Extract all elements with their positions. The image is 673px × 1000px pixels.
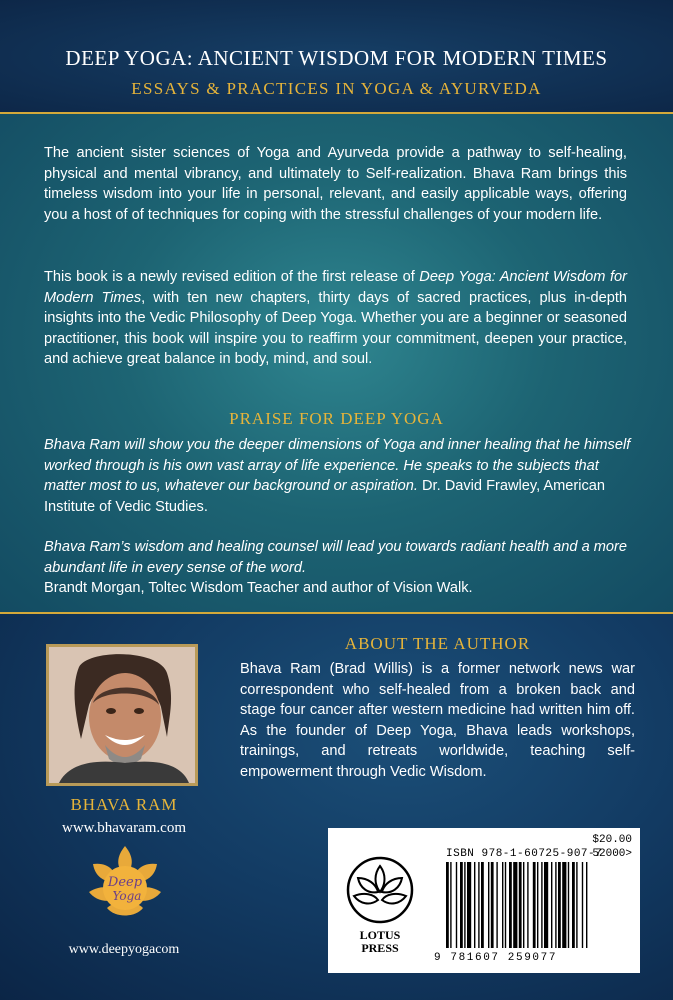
barcode-bar [509, 862, 512, 948]
barcode-bar [456, 862, 457, 948]
publisher-logo [342, 852, 418, 960]
barcode-bar [572, 862, 575, 948]
book-subtitle: ESSAYS & PRACTICES IN YOGA & AYURVEDA [131, 79, 542, 98]
barcode-bar [467, 862, 471, 948]
logo-text-deep: Deep [107, 875, 143, 890]
barcode-bar [488, 862, 489, 948]
author-name: BHAVA RAM [70, 795, 178, 814]
barcode-bar [576, 862, 577, 948]
barcode-bar [446, 862, 449, 948]
praise-heading: PRAISE FOR DEEP YOGA [229, 409, 444, 428]
barcode-bar [450, 862, 451, 948]
praise-quote-2 [44, 537, 634, 599]
logo-text-yoga: Yoga [112, 889, 142, 903]
about-heading: ABOUT THE AUTHOR [344, 634, 531, 653]
price-label: $20.00 [592, 834, 632, 846]
barcode-bar [519, 862, 522, 948]
barcode-bar [481, 862, 484, 948]
lotus-press-icon [342, 852, 418, 924]
description-text: This book is a newly revised edition of the first release of [44, 269, 420, 285]
barcode-bar [568, 862, 569, 948]
barcode-bar [558, 862, 561, 948]
publisher-name-line1: LOTUS [359, 928, 401, 942]
description-paragraph-2 [44, 267, 627, 370]
description-text-rest: , with ten new chapters, thirty days of sacred practices, plus in-depth insights into the Vedic Philosophy of Deep Yoga. Whether you are a beginner or seasoned practitioner, this book will inspire you to reaffirm your commitment, deepen your practice, and achieve great balance in body, mind, and soul. [44, 289, 627, 367]
barcode-bar [586, 862, 587, 948]
quote-text: Bhava Ram’s wisdom and healing counsel will lead you towards radiant health and a more abundant life in every sense of the word. [44, 539, 628, 576]
isbn-label: ISBN 978-1-60725-907-7 [446, 848, 603, 860]
author-website-link[interactable]: www.bhavaram.com [62, 820, 186, 836]
gold-divider-top [0, 112, 673, 114]
barcode-bar [491, 862, 494, 948]
barcode-bar [551, 862, 552, 948]
barcode-bar [582, 862, 583, 948]
barcode-bar [496, 862, 497, 948]
publisher-name-line2: PRESS [361, 941, 399, 955]
barcode-bar [555, 862, 556, 948]
barcode-bar [544, 862, 548, 948]
barcode-bar [505, 862, 506, 948]
barcode-bar [533, 862, 536, 948]
barcode-bar [537, 862, 538, 948]
barcode-bar [478, 862, 479, 948]
barcode-bar [527, 862, 528, 948]
portrait-icon [49, 647, 195, 783]
praise-quote-1 [44, 435, 634, 517]
lotus-logo-icon [85, 842, 165, 922]
barcode-panel [328, 828, 640, 973]
barcode-bar [541, 862, 542, 948]
barcode-bar [513, 862, 517, 948]
quote-author: Brandt Morgan, Toltec Wisdom Teacher and author of Vision Walk. [44, 580, 473, 596]
book-title: DEEP YOGA: ANCIENT WISDOM FOR MODERN TIMES [65, 46, 608, 70]
about-text: Bhava Ram (Brad Willis) is a former network news war correspondent who self-healed from a broken back and stage four cancer after western medicine had written him off. As the founder of Deep Yoga, Bhava leads workshops, trainings, and retreats worldwide, teaching self-empowerment through Vedic Wisdom. [240, 661, 635, 780]
quote-text: Bhava Ram will show you the deeper dimensions of Yoga and inner healing that he himself worked through is his own vast array of life experience. He speaks to the subjects that matter most to us, whatever our background or aspiration. [44, 437, 631, 494]
barcode-bar [562, 862, 566, 948]
quote-author: Dr. David Frawley, American Institute of Vedic Studies. [44, 478, 606, 515]
barcode-bar [460, 862, 463, 948]
description-paragraph-1: The ancient sister sciences of Yoga and Ayurveda provide a pathway to self-healing, physical and mental vibrancy, and ultimately to Self-realization. Bhava Ram brings this timeless wisdom into your life in personal, relevant, and easily applicable ways, offering you a host of of techniques for coping with the stressful challenges of your modern life. [44, 145, 627, 223]
gold-divider-bottom [0, 612, 673, 614]
barcode-bar [474, 862, 475, 948]
description-book-title: Deep Yoga: Ancient Wisdom for Modern Times [44, 269, 627, 306]
price-addon-code: 52000> [592, 848, 632, 860]
barcode-bar [523, 862, 524, 948]
barcode-bar [502, 862, 503, 948]
deep-yoga-website-link[interactable]: www.deepyogacom [68, 942, 180, 957]
author-photo [46, 644, 198, 786]
barcode-icon [446, 862, 632, 950]
ean-number: 9 781607 259077 [434, 952, 558, 964]
barcode-bar [464, 862, 465, 948]
